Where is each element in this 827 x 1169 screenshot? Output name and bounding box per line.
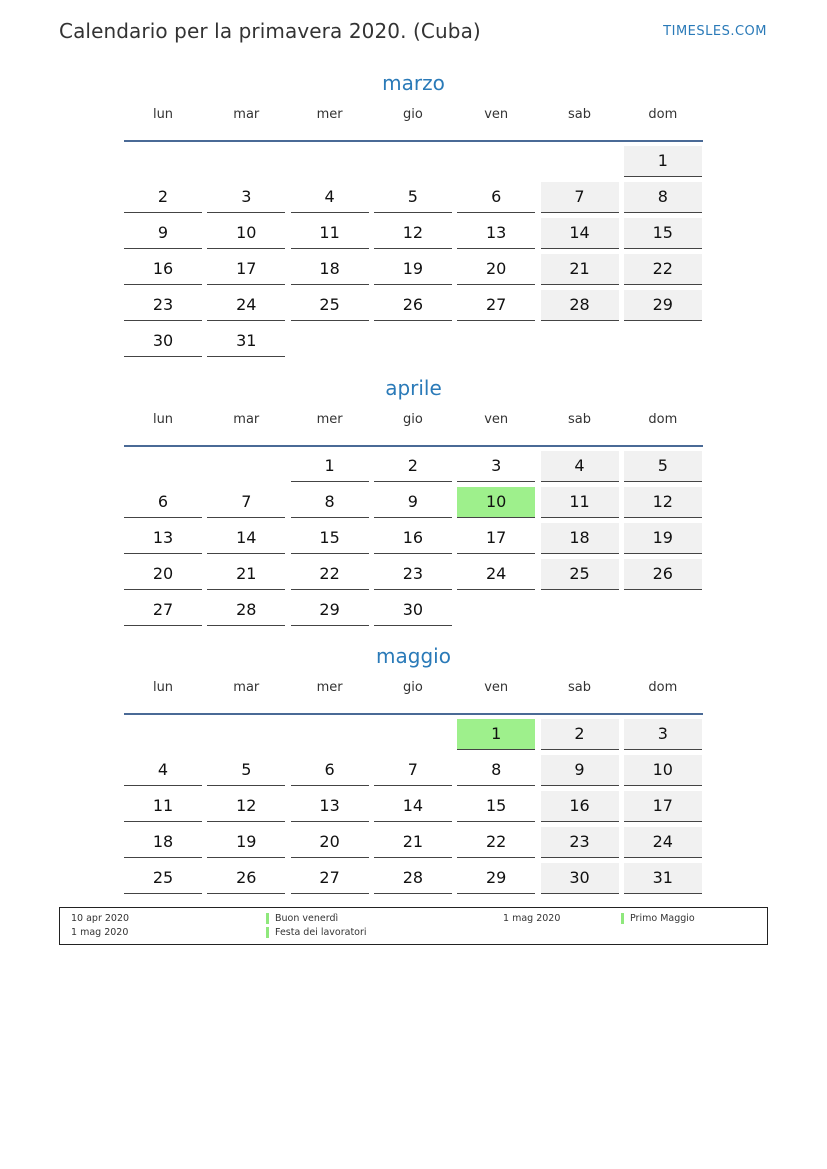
weekday-label: gio <box>402 107 423 122</box>
day-cell: 13 <box>457 218 535 249</box>
day-cell: 31 <box>624 863 702 894</box>
day-cell: 5 <box>624 451 702 482</box>
legend-holiday-name: Primo Maggio <box>621 913 695 924</box>
day-cell: 3 <box>207 182 285 213</box>
weekday-label: lun <box>152 107 174 122</box>
holiday-day-cell: 1 <box>457 719 535 750</box>
legend-holiday-name: Festa dei lavoratori <box>266 927 367 938</box>
day-cell: 27 <box>291 863 369 894</box>
weekday-label: mer <box>316 107 343 122</box>
day-cell: 6 <box>124 487 202 518</box>
day-cell: 17 <box>457 523 535 554</box>
day-cell: 12 <box>374 218 452 249</box>
day-cell: 3 <box>624 719 702 750</box>
day-cell: 24 <box>457 559 535 590</box>
day-cell: 2 <box>541 719 619 750</box>
day-cell: 20 <box>124 559 202 590</box>
weekday-label: sab <box>568 412 591 427</box>
day-cell: 11 <box>291 218 369 249</box>
weekday-label: sab <box>568 107 591 122</box>
day-cell: 27 <box>457 290 535 321</box>
day-cell: 23 <box>374 559 452 590</box>
day-cell: 18 <box>291 254 369 285</box>
day-cell: 12 <box>624 487 702 518</box>
day-cell: 10 <box>207 218 285 249</box>
day-cell: 29 <box>624 290 702 321</box>
weekday-label: mer <box>316 412 343 427</box>
day-cell: 4 <box>124 755 202 786</box>
day-cell: 21 <box>541 254 619 285</box>
month-may <box>124 643 703 887</box>
day-cell: 5 <box>207 755 285 786</box>
day-cell: 14 <box>207 523 285 554</box>
day-cell: 24 <box>624 827 702 858</box>
day-cell: 28 <box>541 290 619 321</box>
day-cell: 29 <box>291 595 369 626</box>
day-cell: 1 <box>291 451 369 482</box>
month-name: aprile <box>385 376 442 400</box>
day-cell: 9 <box>374 487 452 518</box>
day-cell: 19 <box>624 523 702 554</box>
day-cell: 2 <box>124 182 202 213</box>
weekday-label: lun <box>152 680 174 695</box>
day-cell: 7 <box>374 755 452 786</box>
day-cell: 15 <box>457 791 535 822</box>
day-cell: 19 <box>207 827 285 858</box>
weekday-label: lun <box>152 412 174 427</box>
day-cell: 30 <box>124 326 202 357</box>
day-cell: 30 <box>374 595 452 626</box>
day-cell: 28 <box>374 863 452 894</box>
day-cell: 22 <box>457 827 535 858</box>
day-cell: 9 <box>124 218 202 249</box>
weekday-label: ven <box>484 680 509 695</box>
day-cell: 11 <box>541 487 619 518</box>
weekday-label: ven <box>484 107 509 122</box>
day-cell: 28 <box>207 595 285 626</box>
day-cell: 23 <box>541 827 619 858</box>
weekday-header <box>124 106 703 142</box>
weekday-label: mar <box>233 680 260 695</box>
day-cell: 14 <box>541 218 619 249</box>
day-cell: 25 <box>541 559 619 590</box>
day-cell: 27 <box>124 595 202 626</box>
holiday-legend <box>59 907 768 945</box>
day-cell: 25 <box>291 290 369 321</box>
weekday-label: gio <box>402 412 423 427</box>
weekday-label: dom <box>648 412 678 427</box>
day-cell: 25 <box>124 863 202 894</box>
day-cell: 23 <box>124 290 202 321</box>
day-cell: 13 <box>291 791 369 822</box>
day-cell: 8 <box>291 487 369 518</box>
day-cell: 20 <box>291 827 369 858</box>
weekday-label: mer <box>316 680 343 695</box>
day-cell: 31 <box>207 326 285 357</box>
day-cell: 16 <box>124 254 202 285</box>
legend-date: 10 apr 2020 <box>71 913 130 924</box>
weekday-label: gio <box>402 680 423 695</box>
day-cell: 5 <box>374 182 452 213</box>
day-cell: 6 <box>291 755 369 786</box>
day-cell: 4 <box>541 451 619 482</box>
day-cell: 22 <box>291 559 369 590</box>
legend-date: 1 mag 2020 <box>503 913 561 924</box>
day-cell: 8 <box>457 755 535 786</box>
day-cell: 29 <box>457 863 535 894</box>
day-cell: 13 <box>124 523 202 554</box>
day-cell: 17 <box>624 791 702 822</box>
weekday-label: mar <box>233 412 260 427</box>
day-cell: 24 <box>207 290 285 321</box>
day-cell: 6 <box>457 182 535 213</box>
site-link[interactable]: TIMESLES.COM <box>663 24 767 39</box>
day-cell: 4 <box>291 182 369 213</box>
day-cell: 26 <box>207 863 285 894</box>
day-cell: 3 <box>457 451 535 482</box>
legend-holiday-name: Buon venerdì <box>266 913 338 924</box>
day-cell: 15 <box>624 218 702 249</box>
day-cell: 16 <box>541 791 619 822</box>
day-cell: 2 <box>374 451 452 482</box>
day-cell: 20 <box>457 254 535 285</box>
day-cell: 21 <box>207 559 285 590</box>
day-cell: 8 <box>624 182 702 213</box>
month-name: marzo <box>382 71 445 95</box>
day-cell: 19 <box>374 254 452 285</box>
day-cell: 18 <box>124 827 202 858</box>
day-cell: 12 <box>207 791 285 822</box>
day-cell: 7 <box>541 182 619 213</box>
month-april <box>124 375 703 619</box>
day-cell: 26 <box>374 290 452 321</box>
weekday-label: ven <box>484 412 509 427</box>
month-march <box>124 70 703 350</box>
weekday-header <box>124 411 703 447</box>
month-name: maggio <box>376 644 451 668</box>
day-cell: 14 <box>374 791 452 822</box>
day-cell: 10 <box>624 755 702 786</box>
weekday-header <box>124 679 703 715</box>
day-cell: 18 <box>541 523 619 554</box>
weekday-label: sab <box>568 680 591 695</box>
weekday-label: dom <box>648 680 678 695</box>
day-cell: 30 <box>541 863 619 894</box>
holiday-day-cell: 10 <box>457 487 535 518</box>
day-cell: 1 <box>624 146 702 177</box>
page-title: Calendario per la primavera 2020. (Cuba) <box>59 19 481 43</box>
day-cell: 17 <box>207 254 285 285</box>
day-cell: 26 <box>624 559 702 590</box>
day-cell: 11 <box>124 791 202 822</box>
day-cell: 16 <box>374 523 452 554</box>
day-cell: 15 <box>291 523 369 554</box>
day-cell: 9 <box>541 755 619 786</box>
day-cell: 21 <box>374 827 452 858</box>
day-cell: 7 <box>207 487 285 518</box>
weekday-label: mar <box>233 107 260 122</box>
weekday-label: dom <box>648 107 678 122</box>
legend-date: 1 mag 2020 <box>71 927 129 938</box>
day-cell: 22 <box>624 254 702 285</box>
